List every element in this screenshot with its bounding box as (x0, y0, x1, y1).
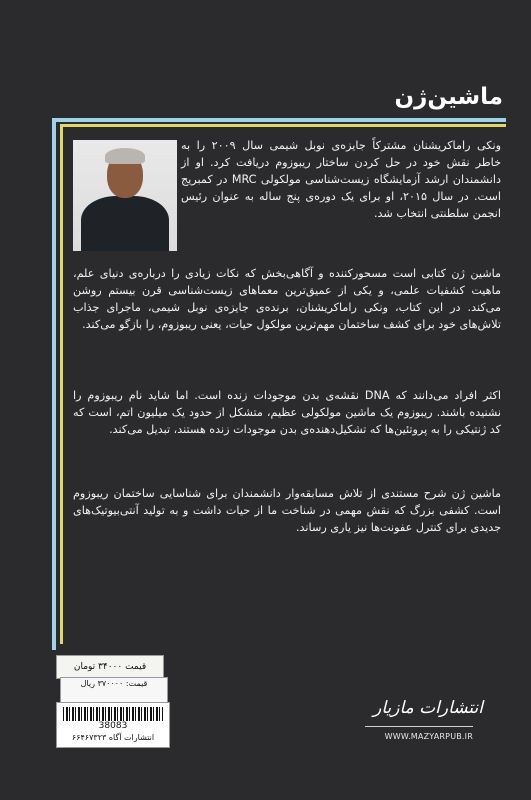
shop-label: انتشارات آگاه ۶۶۴۶۷۳۲۳ (71, 733, 155, 742)
author-bio: ونکی راماکریشنان مشترکاً جایزه‌ی نوبل شیمی سال ۲۰۰۹ را به خاطر نقش خود در حل کردن ساختار ریبوزوم دریافت کرد. او از دانشمندان ارشد آزمایشگاه زیست‌شناسی مولکولی MRC در کمبریج است. در سال ۲۰۱۵، او برای یک دوره‌ی پنج ساله به عنوان رئیس انجمن سلطنتی انتخاب شد. (181, 139, 501, 220)
author-photo-body (81, 196, 169, 251)
publisher-divider (365, 726, 473, 727)
barcode-number: 38083 (98, 721, 128, 731)
price-sticker-toman: قیمت ۳۴۰۰۰ تومان (56, 655, 164, 679)
publisher-website: WWW.MAZYARPUB.IR (384, 732, 473, 741)
description-paragraph-1: ماشین ژن کتابی است مسحورکننده و آگاهی‌بخش که نکات زیادی را درباره‌ی دنیای علم، ماهیت کشفیات علمی، و یکی از عمیق‌ترین معماهای زیست‌شناسی قرن بیستم روشن می‌کند. در این کتاب، ونکی راماکریشنان، برنده‌ی جایزه‌ی نوبل شیمی، ماجرای جذاب تلاش‌های خود برای کشف ساختمان مهم‌ترین مولکول حیات، یعنی ریبوزوم، را بازگو می‌کند. (73, 267, 501, 331)
price-stickers (56, 655, 166, 747)
barcode (63, 707, 163, 721)
book-title: ماشین‌ژن (394, 84, 503, 110)
price-sticker-rial: قیمت: ۳۷۰۰۰۰ ریال (60, 677, 168, 705)
publisher-logo: انتشارات مازیار (373, 698, 483, 718)
description-paragraph-2: اکثر افراد می‌دانند که DNA نقشه‌ی بدن موجودات زنده است. اما شاید نام ریبوزوم را نشنیده باشند. ریبوزوم یک ماشین مولکولی عظیم، متشکل از حدود یک میلیون اتم، است که کد ژنتیکی را به پروتئین‌ها که تشکیل‌دهنده‌ی بدن موجودات زنده هستند، تبدیل می‌کند. (73, 389, 501, 436)
author-photo-hair (105, 148, 145, 164)
author-photo (73, 140, 177, 251)
barcode-sticker (56, 702, 170, 748)
description-paragraph-3: ماشین ژن شرح مستندی از تلاش مسابقه‌وار دانشمندان برای شناسایی ساختمان ریبوزوم است. کشفی بزرگ که نقش مهمی در شناخت ما از حیات داشت و به تولید آنتی‌بیوتیک‌های جدیدی برای کنترل عفونت‌ها نیز یاری رساند. (73, 487, 501, 534)
